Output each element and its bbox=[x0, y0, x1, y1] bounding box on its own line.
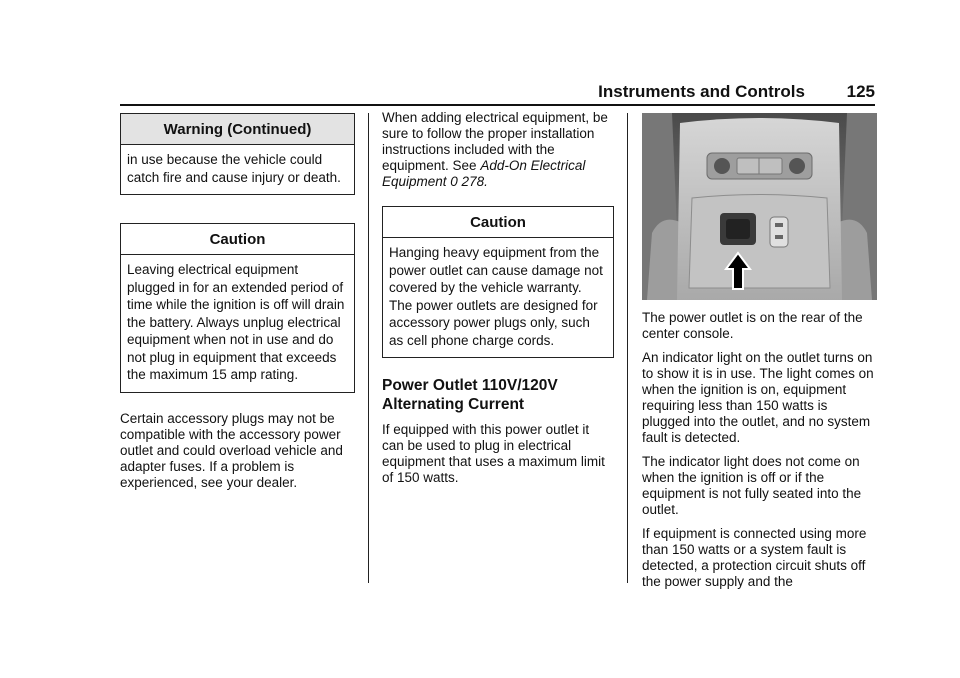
column-divider bbox=[627, 113, 628, 583]
caution-title: Caution bbox=[121, 224, 354, 255]
compatibility-paragraph: Certain accessory plugs may not be compatible with the accessory power outlet and could overload vehicle and adapter fuses. If a problem is experienced, see your dealer. bbox=[120, 410, 343, 490]
caution-title-2: Caution bbox=[383, 207, 613, 238]
intro-paragraph bbox=[382, 110, 614, 190]
caution-box-2 bbox=[382, 206, 614, 358]
paragraph-protection: If equipment is connected using more than 150 watts or a system fault is detected, a protection circuit shuts off the power supply and the bbox=[642, 526, 867, 589]
column-divider bbox=[368, 113, 369, 583]
page-number: 125 bbox=[846, 82, 875, 101]
caution-box bbox=[120, 223, 355, 393]
power-outlet-paragraph: If equipped with this power outlet it can be used to plug in electrical equipment that uses a maximum limit of 150 watts. bbox=[382, 422, 605, 485]
warning-body: in use because the vehicle could catch fire and cause injury or death. bbox=[127, 152, 341, 185]
column-middle bbox=[382, 110, 614, 494]
paragraph-indicator: An indicator light on the outlet turns on to show it is in use. The light comes on when the ignition is on, equipment requiring less than 150 watts is plugged into the outlet, and no system fault is detected. bbox=[642, 350, 874, 445]
xref-page: 0 278. bbox=[446, 174, 488, 189]
paragraph-indicator-off: The indicator light does not come on when the ignition is off or if the equipment is not fully seated into the outlet. bbox=[642, 454, 862, 517]
warning-title: Warning (Continued) bbox=[121, 114, 354, 145]
xref-link[interactable]: Add-On Electrical Equipment bbox=[382, 158, 586, 189]
warning-box bbox=[120, 113, 355, 195]
section-title: Instruments and Controls bbox=[598, 82, 805, 101]
intro-text: When adding electrical equipment, be sure to follow the proper installation instructions included with the equipment. See bbox=[382, 110, 608, 173]
column-left bbox=[120, 113, 355, 499]
paragraph-location: The power outlet is on the rear of the center console. bbox=[642, 310, 863, 341]
caution-body-2: Hanging heavy equipment from the power outlet can cause damage not covered by the vehicle warranty. The power outlets are designed for accessory power plugs only, such as cell phone charge cords. bbox=[389, 245, 603, 348]
page-header bbox=[120, 80, 875, 106]
column-right bbox=[642, 113, 877, 598]
caution-body: Leaving electrical equipment plugged in for an extended period of time while the ignition is off will drain the battery. Always unplug electrical equipment when not in use and do not plug in equipment that exceeds the maximum 15 amp rating. bbox=[127, 262, 345, 382]
section-heading: Power Outlet 110V/120V Alternating Current bbox=[382, 377, 558, 413]
power-outlet-photo bbox=[642, 113, 877, 300]
